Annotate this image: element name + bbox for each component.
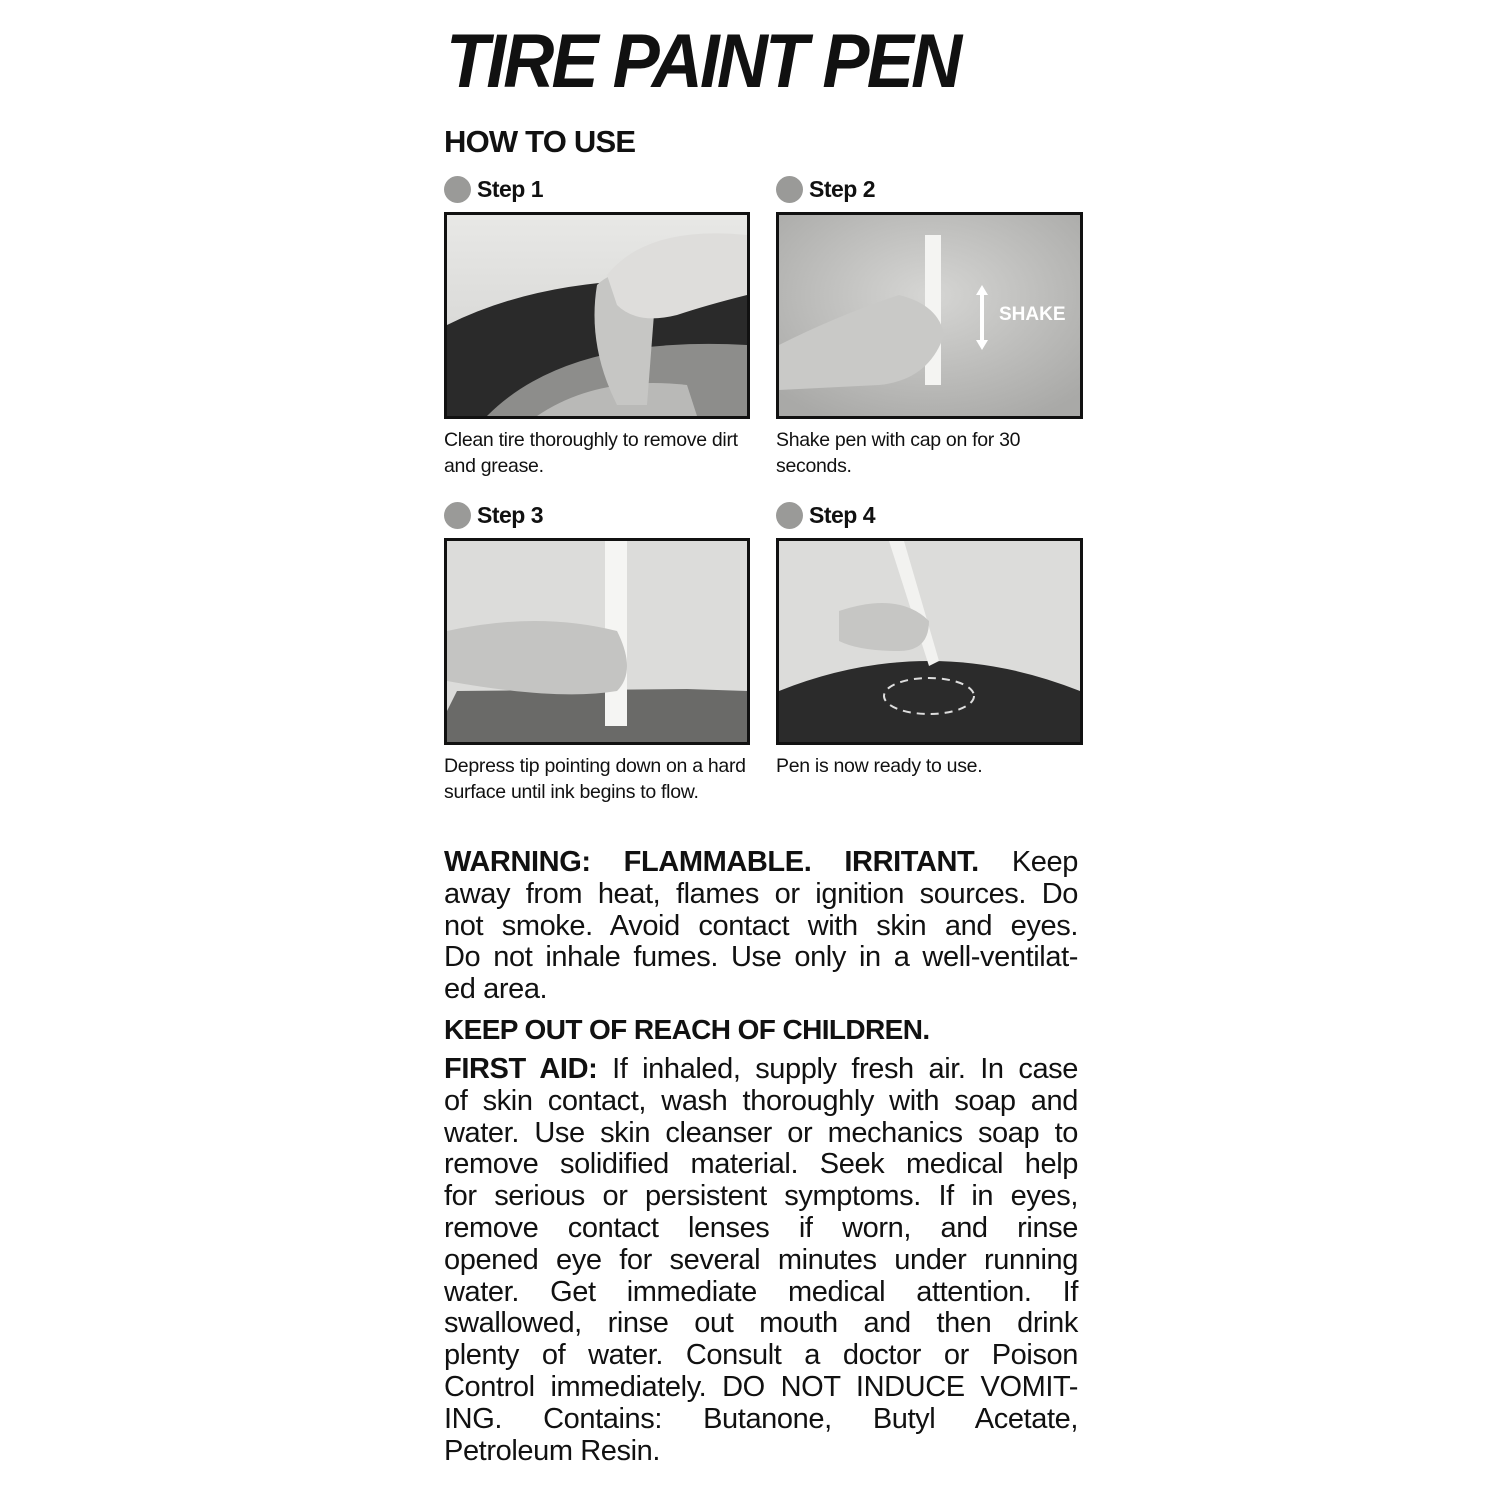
first-aid-line: for serious or persistent symptoms. If in eyes, [444,1180,1078,1213]
first-aid-line: water. Get immediate medical attention. If [444,1275,1078,1308]
step-3-photo [444,538,750,745]
warning-paragraph [444,847,1078,1006]
first-aid-line: of skin contact, wash thoroughly with soap and [444,1084,1078,1117]
bullet-icon [444,502,471,529]
step-label: Step 4 [809,501,876,528]
first-aid-paragraph [444,1054,1078,1467]
step-label: Step 1 [477,175,544,202]
step-label: Step 2 [809,175,876,202]
first-aid-line: plenty of water. Consult a doctor or Poison [444,1339,1078,1372]
first-aid-line: remove solidified material. Seek medical help [444,1148,1078,1181]
warning-label: WARNING: FLAMMABLE. IRRITANT. [444,846,979,878]
warning-line: ed area. [444,973,548,1006]
step-label: Step 3 [477,501,544,528]
first-aid-line: opened eye for several minutes under running [444,1243,1078,1276]
bullet-icon [444,176,471,203]
first-aid-line: ING. Contains: Butanone, Butyl Acetate, [444,1402,1078,1435]
bullet-icon [776,502,803,529]
first-aid-line: water. Use skin cleanser or mechanics soap to [444,1116,1078,1149]
step-3 [444,500,750,805]
warning-line: Keep [978,846,1078,878]
step-4 [776,500,1082,779]
shake-label: SHAKE [999,304,1066,325]
how-to-use-heading: HOW TO USE [444,124,636,159]
warning-line: Do not inhale fumes. Use only in a well-ventilat- [444,941,1078,974]
step-caption: Depress tip pointing down on a hard surface until ink begins to flow. [444,755,746,803]
first-aid-line: If inhaled, supply fresh air. In case [597,1053,1079,1085]
first-aid-line: Petroleum Resin. [444,1434,661,1467]
step-2 [776,174,1082,479]
step-4-photo [776,538,1083,745]
step-caption: Shake pen with cap on for 30 seconds. [776,429,1021,477]
step-1-photo [444,212,750,419]
bullet-icon [776,176,803,203]
first-aid-line: swallowed, rinse out mouth and then drink [444,1307,1078,1340]
first-aid-line: remove contact lenses if worn, and rinse [444,1211,1078,1244]
keep-out-of-reach-notice: KEEP OUT OF REACH OF CHILDREN. [444,1014,930,1045]
warning-line: not smoke. Avoid contact with skin and eyes. [444,909,1078,942]
product-title: TIRE PAINT PEN [446,19,960,104]
step-caption: Pen is now ready to use. [776,755,983,777]
step-2-photo [776,212,1083,419]
first-aid-label: FIRST AID: [444,1053,598,1085]
first-aid-line: Control immediately. DO NOT INDUCE VOMIT- [444,1370,1078,1403]
step-1 [444,174,750,479]
step-caption: Clean tire thoroughly to remove dirt and grease. [444,429,738,477]
warning-line: away from heat, flames or ignition sources. Do [444,877,1078,910]
